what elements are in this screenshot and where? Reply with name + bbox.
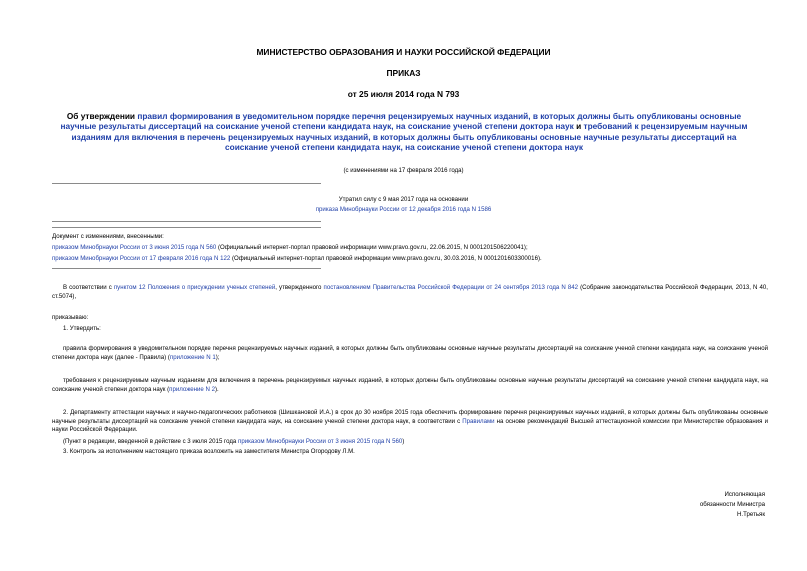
change-order-122-link[interactable]: приказом Минобрнауки России от 17 февраля 2016 года N 122	[52, 255, 231, 263]
divider-line	[52, 227, 321, 228]
signature-line-2: обязанности Министра	[699, 501, 765, 508]
item-3: 3. Контроль за исполнением настоящего приказа возложить на заместителя Министра Огородову Л.М.	[63, 448, 355, 455]
preamble-text: , утвержденного	[275, 284, 324, 291]
divider-line	[52, 183, 321, 184]
item-2-text-end: на основе рекомендаций Высшей аттестационной комиссии при Министерстве образования и науки Российской Федерации.	[52, 417, 768, 434]
rules-text: правила формирования в уведомительном порядке перечня рецензируемых научных изданий, в которых должны быть опубликованы основные научные результаты диссертаций на соискание ученой степени кандидата наук, на соискание ученой степени доктора наук (далее - Правила) (	[52, 345, 768, 361]
rules-paragraph	[52, 345, 768, 362]
changes-block	[52, 233, 792, 264]
item-2-note	[52, 438, 768, 447]
preamble-text: В соответствии с	[63, 284, 114, 291]
order-560-link[interactable]: приказом Минобрнауки России от 3 июня 2015 года N 560	[238, 438, 403, 445]
divider-line	[52, 221, 321, 222]
change-order-560-link[interactable]: приказом Минобрнауки России от 3 июня 2015 года N 560	[52, 244, 217, 252]
change-item-source: (Официальный интернет-портал правовой информации www.pravo.gov.ru, 30.03.2016, N 0001201603300016).	[230, 255, 542, 263]
appendix-2-link[interactable]: приложение N 2	[169, 385, 215, 393]
item-2-note-text: (Пункт в редакции, введенной в действие с 3 июля 2015 года	[63, 438, 239, 445]
changes-heading: Документ с изменениями, внесенными:	[52, 233, 164, 240]
requirements-text-end: ).	[215, 385, 219, 393]
change-item-source: (Официальный интернет-портал правовой информации www.pravo.gov.ru, 22.06.2015, N 0001201506220041);	[216, 244, 528, 252]
signature-block	[700, 490, 765, 520]
title-rules-link[interactable]: правил формирования в уведомительном порядке перечня рецензируемых научных изданий, в которых должны быть опубликованы основные научные результаты диссертаций на соискание ученой степени кандидата наук, на соискание ученой степени доктора наук	[60, 111, 742, 132]
change-item	[52, 255, 792, 263]
title-requirements-link[interactable]: требований к рецензируемым научным изданиям для включения в перечень рецензируемых научных изданий, в которых должны быть опубликованы основные научные результаты диссертаций на соискание ученой степени кандидата наук, на соискание ученой степени доктора наук	[71, 121, 748, 153]
ministry-heading: МИНИСТЕРСТВО ОБРАЗОВАНИЯ И НАУКИ РОССИЙСКОЙ ФЕДЕРАЦИИ	[256, 47, 551, 57]
item-2-text: 2. Департаменту аттестации научных и научно-педагогических работников (Шишкановой И.А.) в срок до 30 ноября 2015 года обеспечить формирование перечня рецензируемых научных изданий, в которых должны быть опубликованы основные научные результаты диссертаций на соискание ученой степени кандидата наук, на соискание ученой степени доктора наук, в соответствии с	[52, 409, 768, 425]
item-2	[52, 409, 768, 435]
title-prefix: Об утверждении	[66, 111, 138, 121]
requirements-paragraph	[52, 377, 768, 394]
amendment-note: (с изменениями на 17 февраля 2016 года)	[343, 167, 464, 174]
signature-line-1: Исполняющая	[724, 491, 765, 498]
document-type: ПРИКАЗ	[386, 68, 421, 78]
order-word: приказываю:	[52, 314, 89, 321]
lost-force-order-link[interactable]: приказа Минобрнауки России от 12 декабря 2016 года N 1586	[315, 206, 492, 214]
regulation-clause-link[interactable]: пунктом 12 Положения о присуждении ученых степеней	[113, 284, 276, 291]
requirements-text: требования к рецензируемым научным изданиям для включения в перечень рецензируемых научных изданий, в которых должны быть опубликованы основные научные результаты диссертаций на соискание ученой степени кандидата наук, на соискание ученой степени доктора наук (	[52, 377, 768, 393]
preamble-paragraph	[52, 284, 768, 301]
item-2-note-end: )	[402, 438, 405, 445]
government-decree-link[interactable]: постановлением Правительства Российской Федерации от 24 сентября 2013 года N 842	[323, 284, 578, 291]
lost-force-text: Утратил силу с 9 мая 2017 года на основании	[338, 196, 469, 203]
item-1: 1. Утвердить:	[63, 325, 101, 332]
preamble-text: (Собрание законодательства Российской Федерации, 2013, N 40, ст.5074),	[52, 284, 768, 300]
lost-force-notice	[0, 196, 807, 214]
document-title	[52, 111, 756, 153]
title-conjunction: и	[573, 121, 584, 132]
change-item	[52, 244, 792, 252]
signature-name: Н.Третьяк	[737, 511, 765, 518]
rules-link[interactable]: Правилами	[462, 417, 495, 425]
document-date-number: от 25 июля 2014 года N 793	[347, 89, 460, 99]
rules-text-end: );	[215, 353, 220, 361]
appendix-1-link[interactable]: приложение N 1	[169, 353, 216, 361]
divider-line	[52, 268, 321, 269]
